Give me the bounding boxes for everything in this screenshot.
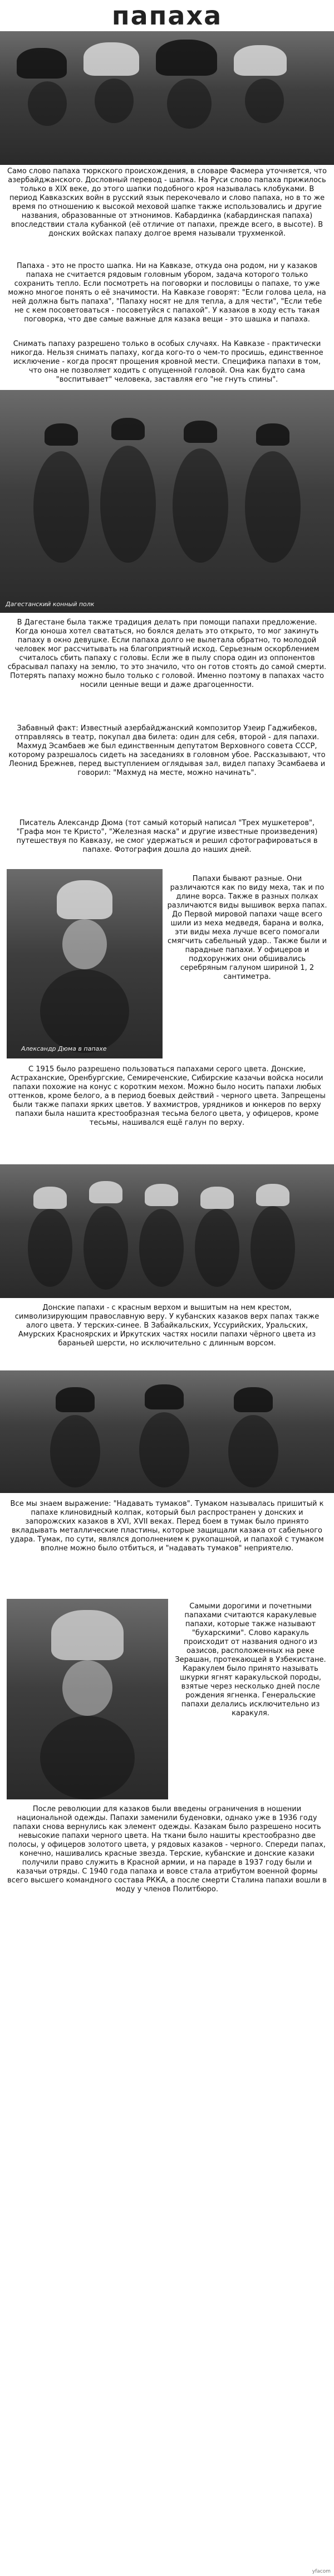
photo-dumas: [7, 869, 163, 1058]
paragraph-colors: Донские папахи - с красным верхом и вышитым на нем крестом, символизирующим православную веру. У кубанских казаков верх папах также алого цвета. У терских-синее. В Забайкальских, Уссурийских, Уральских, Амурских Красноярских и Иркутских частях носили папахи чёрного цвета из бараньей шерсти, но исключительно с длинным ворсом.: [14, 1304, 320, 1348]
paragraph-proposal: В Дагестане была также традиция делать при помощи папахи предложение. Когда юноша хотел свататься, но боялся делать это открыто, то мог закинуть папаху в окно девушке. Если папаха долго не вылетала обратно, то молодой человек мог рассчитывать на благоприятный исход. Серьезным оскорблением считалось сбить папаху с головы. Если же в пылу спора один из оппонентов сбрасывал папаху на землю, то это значило, что он готов стоять до самой смерти. Потерять папаху можно было только с головой. Именно поэтому в папахах часто носили ценные вещи и даже драгоценности.: [7, 618, 327, 689]
paragraph-dumas: Писатель Александр Дюма (тот самый который написал "Трех мушкетеров", "Графа мон те Кристо", "Железная маска" и другие известные произведения) путешествуя по Кавказу, не смог удержаться и решил сфотографироваться в папахе. Фотография дошла до наших дней.: [16, 819, 318, 854]
photo-cossacks-2: [0, 1370, 334, 1493]
paragraph-origin: Само слово папаха тюркского происхождения, в словаре Фасмера уточняется, что азербайджанского. Дословный перевод - шапка. На Руси слово папаха прижилось только в XIX веке, до этого шапки подобного кроя называлась клобуками. В период Кавказских войн в русский язык перекочевало и слово папаха, но в то же время по отношению к высокой меховой шапке также использовались и другие названия, образованные от этнонимов. Кабардинка (кабардинская папаха) впоследствии стала кубанкой (её отличие от папахи, прежде всего, в высоте). В донских войсках папаху долгое время называли трухменкой.: [7, 167, 327, 238]
photo-karakul: [7, 1599, 168, 1799]
paragraph-kinds: Папахи бывают разные. Они различаются как по виду меха, так и по длине ворса. Также в разных полках различаются виды вышивок верха папах. До Первой мировой папахи чаще всего шили из меха медведя, барана и волка, эти виды меха лучше всего помогали смягчить сабельный удар.. Также были и парадные папахи. У офицеров и подхорунжих они обшивались серебряным галуном шириной 1, 2 сантиметра.: [167, 875, 327, 981]
photo-caption: Дагестанский конный полк: [6, 601, 95, 608]
photo-dagestan-regiment: [0, 390, 334, 613]
paragraph-1915: С 1915 было разрешено пользоваться папахами серого цвета. Донские, Астраханские, Оренбургские, Семиреченские, Сибирские казачьи войска носили папахи похожие на конус с коротким мехом. Можно было носить папахи любых оттенков, кроме белого, а в период боевых действий - черного цвета. Запрещены были также папахи ярких цветов. У вахмистров, урядников и юнкеров по верху папахи была нашита крестообразная тесьма белого цвета, у офицеров, кроме тесьмы, нашивался ещё галун по верху.: [8, 1065, 326, 1127]
watermark: yfacom: [312, 2569, 331, 2574]
title-banner: [0, 0, 334, 31]
paragraph-tumak: Все мы знаем выражение: "Надавать тумаков". Тумаком называлась пришитый к папахе клиновидный колпак, который был распространен у донских и запорожских казаков в XVI, XVII веках. Перед боем в тумак было принято вкладывать металлические пластины, которые защищали казака от сабельного удара. Тумак, по сути, являлся дополнением к рукопашной, и папахой с тумаком вполне можно было отбиться, и "надавать тумаков" неприятелю.: [10, 1500, 324, 1553]
paragraph-significance: Папаха - это не просто шапка. Ни на Кавказе, откуда она родом, ни у казаков папаха не считается рядовым головным убором, задача которого только сохранить тепло. Если посмотреть на поговорки и пословицы о папахе, то уже можно многое понять о её значимости. На Кавказе говорят: "Если голова цела, на ней должна быть папаха", "Папаху носят не для тепла, а для чести", "Если тебе не с кем посоветоваться - посоветуйся с папахой". У казаков в ходу есть такая поговорка, что две самые важные для казака вещи - это шашка и папаха.: [8, 262, 326, 324]
photo-caption-dumas: Александр Дюма в папахе: [21, 1045, 107, 1052]
photo-crowd-papakhas: [0, 31, 334, 165]
paragraph-fun-fact: Забавный факт: Известный азербайджанский композитор Узеир Гаджибеков, отправляясь в театр, покупал два билета: один для себя, второй - для папахи. Махмуд Эсамбаев же был единственным депутатом Верховного совета СССР, которому разрешалось сидеть на заседаниях в головном убое. Рассказывают, что Леонид Брежнев, перед выступлением оглядывая зал, видел папаху Эсамбаева и говорил: "Махмуд на месте, можно начинать".: [8, 724, 326, 777]
paragraph-karakul: Самыми дорогими и почетными папахами считаются каракулевые папахи, которые также называют "бухарскими". Слово каракуль происходит от названия одного из оазисов, расположенных на реке Зерашан, протекающей в Узбекистане. Каракулем было принято называть шкурки ягнят каракульской породы, взятые через несколько дней после рождения ягненка. Генеральские папахи делались исключительно из каракуля.: [175, 1602, 326, 1718]
page-title: папаха: [111, 1, 223, 31]
paragraph-removal: Снимать папаху разрешено только в особых случаях. На Кавказе - практически никогда. Нельзя снимать папаху, когда кого-то о чем-то просишь, единственное исключение - когда просят прощения кровной мести. Специфика папахи в том, что она не позволяет ходить с опущенной головой. Она как будто сама "воспитывает" человека, заставляя его "не гнуть спины".: [11, 340, 323, 384]
paragraph-revolution: После революции для казаков были введены ограничения в ношении национальной одежды. Папахи заменили буденовки, однако уже в 1936 году папахи снова вернулись как элемент одежды. Казакам было разрешено носить невысокие папахи черного цвета. На ткани было нашиты крестообразно две полосы, у офицеров золотого цвета, у рядовых казаков - черного. Спереди папах, конечно, нашивались красные звезда. Терские, кубанские и донские казаки получили право служить в Красной армии, и на параде в 1937 году были и казачьи отряды. С 1940 года папаха и вовсе стала атрибутом военной формы всего высшего командного состава РККА, а после смерти Сталина папахи вошли в моду у членов Политбюро.: [7, 1805, 327, 1894]
photo-cossacks-group: [0, 1164, 334, 1298]
